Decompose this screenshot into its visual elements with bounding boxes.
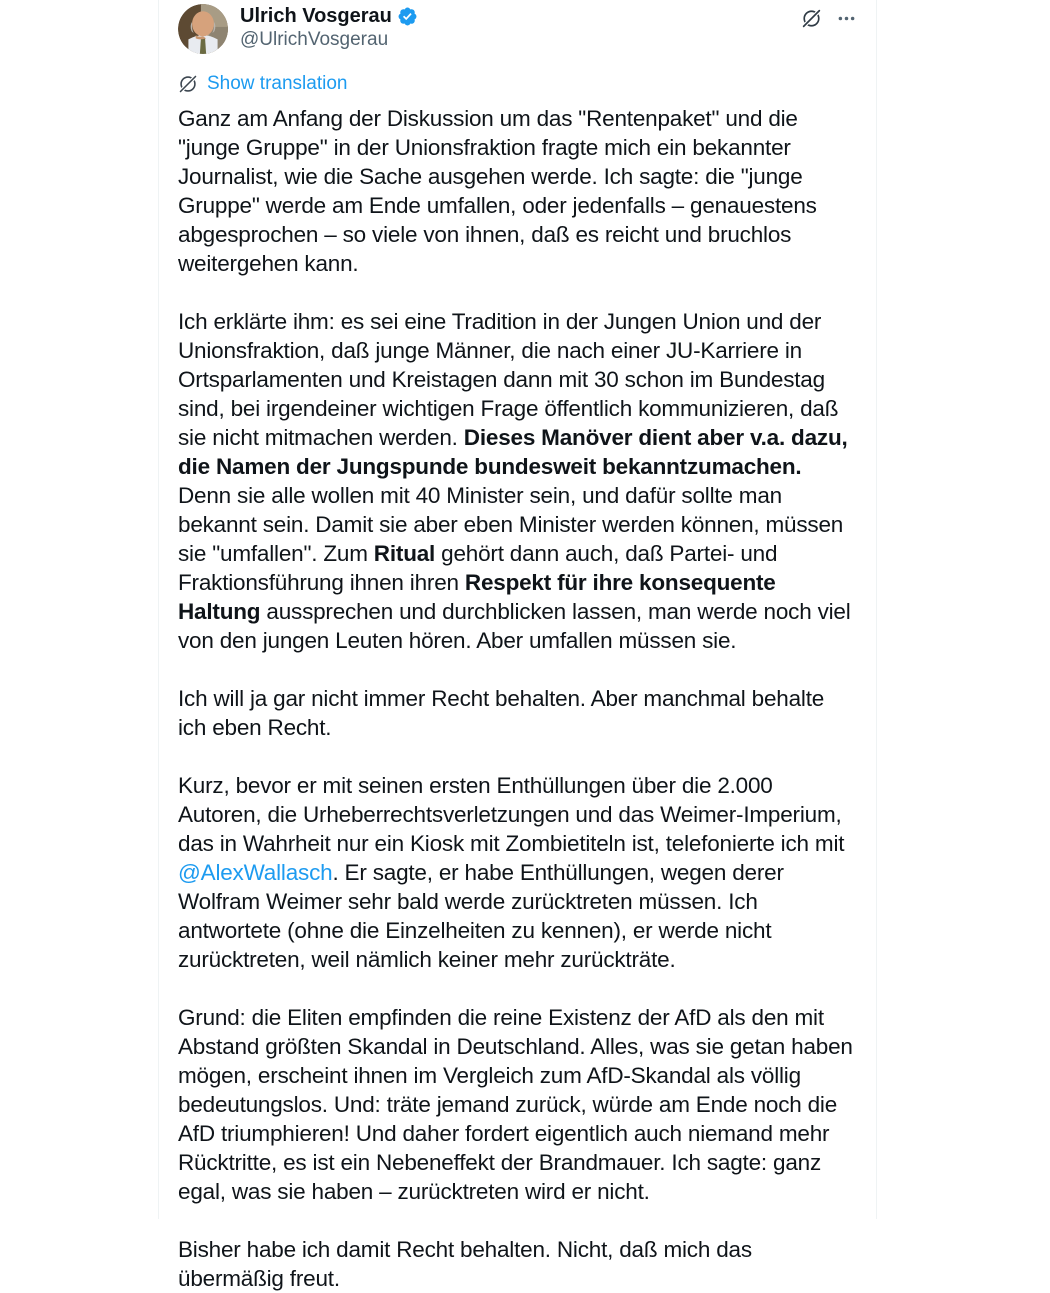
verified-badge-icon	[397, 6, 418, 27]
bold-text-run: Ritual	[373, 541, 436, 566]
tweet-paragraph	[178, 1003, 857, 1206]
text-run: Ich erklärte ihm: es sei eine Tradition in der Jungen Union und der Unionsfraktion, daß junge Männer, die nach einer JU-Karriere in Ortsparlamenten und Kreistagen dann mit 30 schon im Bundestag sind, bei irgendeiner wichtigen Frage öffentlich kommunizieren, daß sie nicht mitmachen werden.	[178, 309, 839, 450]
author-name[interactable]: Ulrich Vosgerau	[240, 5, 392, 27]
text-run: Bisher habe ich damit Recht behalten. Nicht, daß mich das übermäßig freut.	[178, 1237, 752, 1291]
tweet-column	[158, 0, 877, 1291]
text-run: Ganz am Anfang der Diskussion um das "Rentenpaket" und die "junge Gruppe" in der Unionsfraktion fragte mich ein bekannter Journalist, wie die Sache ausgehen werde. Ich sagte: die "junge Gruppe" werde am Ende umfallen, oder jedenfalls – genauestens abgesprochen – so viele von ihnen, daß es reicht und bruchlos weitergehen kann.	[178, 106, 817, 276]
author-name-row	[240, 4, 801, 28]
text-run: Denn sie alle wollen mit 40 Minister sein, und dafür sollte man bekannt sein. Damit sie aber eben Minister werden können, müssen sie "umfallen". Zum	[178, 483, 844, 566]
show-translation-button[interactable]	[178, 73, 347, 95]
text-run: aussprechen und durchblicken lassen, man werde noch viel von den jungen Leuten hören. Aber umfallen müssen sie.	[178, 599, 851, 653]
header-actions	[801, 4, 857, 29]
avatar-photo	[178, 4, 228, 54]
mention-link[interactable]: @AlexWallasch	[178, 860, 333, 885]
avatar[interactable]	[178, 4, 228, 54]
tweet-text	[178, 104, 857, 1293]
text-run: . Er sagte, er habe Enthüllungen, wegen derer Wolfram Weimer sehr bald werde zurücktreten müssen. Ich antwortete (ohne die Einzelheiten zu kennen), er werde nicht zurücktreten, weil nämlich keiner mehr zurückträte.	[178, 860, 784, 972]
tweet-paragraph	[178, 684, 857, 742]
text-run: Kurz, bevor er mit seinen ersten Enthüllungen über die 2.000 Autoren, die Urheberrechtsverletzungen und das Weimer-Imperium, das in Wahrheit nur ein Kiosk mit Zombietiteln ist, telefonierte ich mit	[178, 773, 845, 856]
tweet-header	[178, 4, 857, 54]
grok-icon[interactable]	[801, 8, 822, 29]
author-block	[240, 4, 801, 51]
text-run: Grund: die Eliten empfinden die reine Existenz der AfD als den mit Abstand größten Skandal in Deutschland. Alles, was sie getan haben mögen, erscheint ihnen im Vergleich zum AfD-Skandal als völlig bedeutungslos. Und: träte jemand zurück, würde am Ende noch die AfD triumphieren! Und daher fordert eigentlich auch niemand mehr Rücktritte, es ist ein Nebeneffekt der Brandmauer. Ich sagte: ganz egal, was sie haben – zurücktreten wird er nicht.	[178, 1005, 853, 1204]
bold-text-run: Respekt für ihre konsequente Haltung	[178, 570, 776, 624]
author-handle[interactable]: @UlrichVosgerau	[240, 29, 389, 50]
show-translation-label: Show translation	[207, 73, 348, 94]
tweet-paragraph	[178, 1235, 857, 1293]
text-run: Ich will ja gar nicht immer Recht behalten. Aber manchmal behalte ich eben Recht.	[178, 686, 825, 740]
tweet-paragraph	[178, 104, 857, 278]
tweet-paragraph	[178, 307, 857, 655]
grok-translate-icon	[178, 74, 198, 94]
bold-text-run: Dieses Manöver dient aber v.a. dazu, die Namen der Jungspunde bundesweit bekanntzumachen.	[178, 425, 848, 479]
text-run: gehört dann auch, daß Partei- und Fraktionsführung ihnen ihren	[178, 541, 778, 595]
more-menu-icon[interactable]	[836, 8, 857, 29]
tweet-paragraph	[178, 771, 857, 974]
